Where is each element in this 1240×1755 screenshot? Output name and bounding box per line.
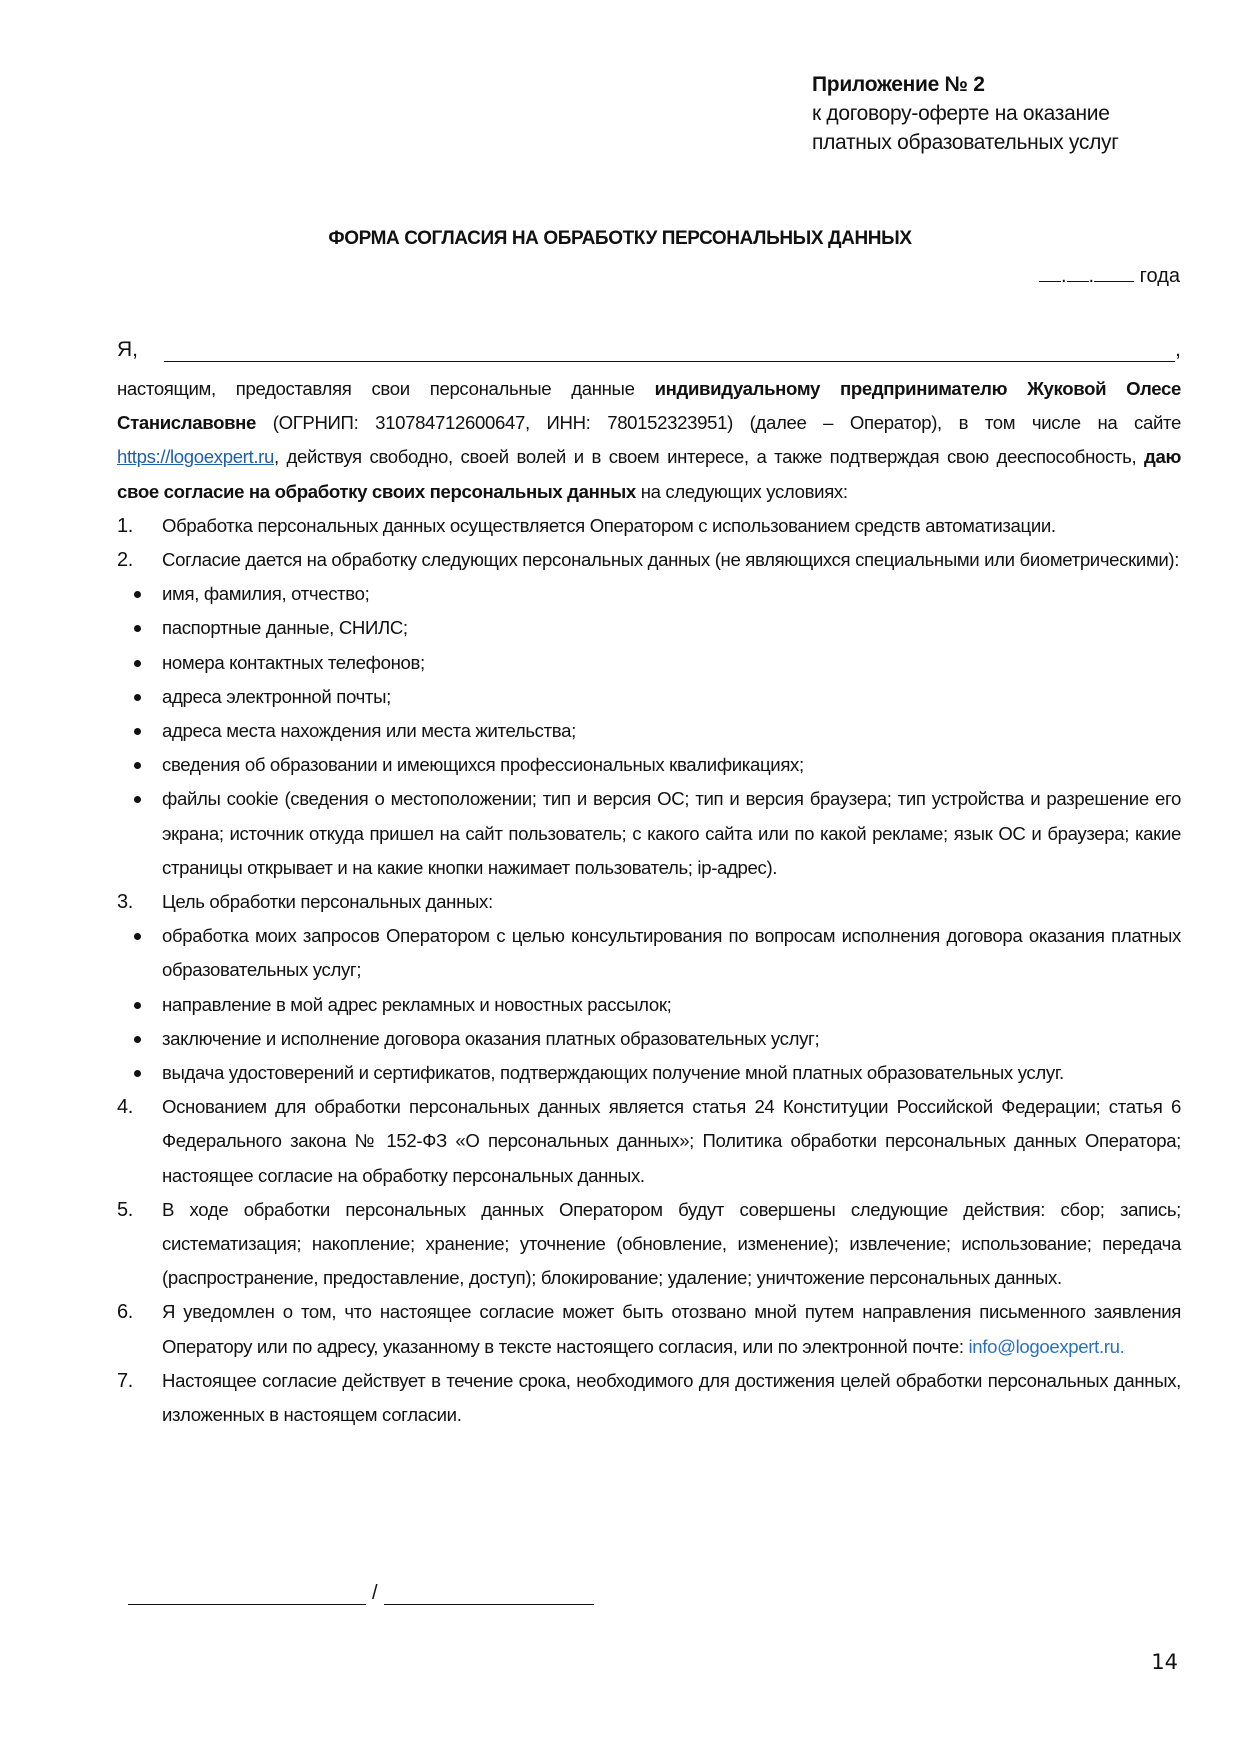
bullet-text: адреса электронной почты; <box>162 685 391 707</box>
list-item-3 <box>117 885 1181 919</box>
item-text: Настоящее согласие действует в течение срока, необходимого для достижения целей обработки персональных данных, изложенных в настоящем согласии. <box>162 1369 1181 1426</box>
list-item-2 <box>117 543 1181 577</box>
purpose-bullet <box>117 988 1181 1022</box>
item-number: 3. <box>117 891 133 914</box>
item-number: 4. <box>117 1096 133 1119</box>
year-blank[interactable] <box>1094 263 1134 282</box>
data-bullet <box>117 577 1181 611</box>
bullet-icon <box>134 933 141 940</box>
item-text: Основанием для обработки персональных данных является статья 24 Конституции Российской Федерации; статья 6 Федерального закона № 152-ФЗ «О персональных данных»; Политика обработки персональных данных Оператора; настоящее согласие на обработку персональных данных. <box>162 1096 1181 1186</box>
intro-paragraph <box>117 372 1181 509</box>
page-number: 14 <box>1151 1650 1178 1674</box>
appendix-header <box>812 70 1119 157</box>
item-text: Я уведомлен о том, что настоящее согласие может быть отозвано мной путем направления письменного заявления Оператору или по адресу, указанному в тексте настоящего согласия, или по электронной почте: <box>162 1301 1181 1357</box>
purpose-bullet <box>117 1056 1181 1090</box>
item-text: Обработка персональных данных осуществляется Оператором с использованием средств автоматизации. <box>162 514 1056 536</box>
item-text: Цель обработки персональных данных: <box>162 891 493 913</box>
name-line <box>117 338 1181 362</box>
data-bullet <box>117 680 1181 714</box>
item-number: 1. <box>117 514 133 537</box>
month-blank[interactable] <box>1067 263 1089 282</box>
list-item-6 <box>117 1295 1181 1363</box>
item-text: Согласие дается на обработку следующих персональных данных (не являющихся специальными или биометрическими): <box>162 549 1180 571</box>
appendix-title: Приложение № 2 <box>812 73 985 96</box>
bullet-text: заключение и исполнение договора оказания платных образовательных услуг; <box>162 1027 820 1049</box>
document-title: ФОРМА СОГЛАСИЯ НА ОБРАБОТКУ ПЕРСОНАЛЬНЫХ ДАННЫХ <box>328 228 912 249</box>
i-label: Я, <box>117 338 138 361</box>
bullet-text: номера контактных телефонов; <box>162 651 425 673</box>
intro-text-2: (ОГРНИП: 310784712600647, ИНН: 780152323951) (далее – Оператор), в том числе на сайте <box>256 412 1181 434</box>
data-bullet <box>117 646 1181 680</box>
data-bullet <box>117 782 1181 885</box>
intro-text-4: на следующих условиях: <box>635 480 848 502</box>
consent-statement: даю свое согласие на обработку своих персональных данных <box>117 446 1181 502</box>
date-field[interactable]: . . года <box>1039 263 1180 288</box>
bullet-icon <box>134 1070 141 1077</box>
signature-block <box>128 1582 594 1605</box>
appendix-line-1: к договору-оферте на оказание <box>812 102 1110 125</box>
website-link[interactable]: https://logoexpert.ru <box>117 446 274 468</box>
email-link[interactable]: info@logoexpert.ru. <box>968 1335 1125 1357</box>
list-item-7 <box>117 1364 1181 1432</box>
bullet-text: сведения об образовании и имеющихся профессиональных квалификациях; <box>162 754 804 776</box>
bullet-icon <box>134 1002 141 1009</box>
purpose-bullet <box>117 1022 1181 1056</box>
intro-text-3: , действуя свободно, своей волей и в своем интересе, а также подтверждая свою дееспособность, <box>274 446 1145 468</box>
purpose-bullet <box>117 919 1181 987</box>
document-body <box>117 372 1181 1432</box>
item-number: 6. <box>117 1301 133 1324</box>
bullet-text: выдача удостоверений и сертификатов, подтверждающих получение мной платных образовательных услуг. <box>162 1062 1064 1084</box>
name-comma: , <box>1175 338 1181 361</box>
list-item-4 <box>117 1090 1181 1193</box>
signature-field[interactable] <box>128 1582 366 1605</box>
data-bullet <box>117 748 1181 782</box>
bullet-icon <box>134 728 141 735</box>
item-number: 2. <box>117 549 133 572</box>
bullet-icon <box>134 762 141 769</box>
bullet-text: адреса места нахождения или места жительства; <box>162 720 576 742</box>
bullet-text: направление в мой адрес рекламных и новостных рассылок; <box>162 993 672 1015</box>
operator-name: индивидуальному предпринимателю Жуковой Олесе Станиславовне <box>117 378 1181 434</box>
bullet-icon <box>134 1036 141 1043</box>
data-bullet <box>117 611 1181 645</box>
full-name-field[interactable] <box>164 341 1175 362</box>
item-number: 5. <box>117 1198 133 1221</box>
bullet-text: обработка моих запросов Оператором с целью консультирования по вопросам исполнения договора оказания платных образовательных услуг; <box>162 925 1181 981</box>
day-blank[interactable] <box>1039 263 1061 282</box>
data-bullet <box>117 714 1181 748</box>
date-suffix: года <box>1139 265 1180 287</box>
bullet-icon <box>134 625 141 632</box>
bullet-icon <box>134 591 141 598</box>
name-transcript-field[interactable] <box>384 1582 594 1605</box>
item-text: В ходе обработки персональных данных Оператором будут совершены следующие действия: сбор; запись; систематизация; накопление; хранение; уточнение (обновление, изменение); извлечение; использование; передача (распространение, предоставление, доступ); блокирование; удаление; уничтожение персональных данных. <box>162 1198 1181 1289</box>
bullet-text: файлы cookie (сведения о местоположении; тип и версия ОС; тип и версия браузера; тип устройства и разрешение его экрана; источник откуда пришел на сайт пользователь; с какого сайта или по какой рекламе; язык ОС и браузера; какие страницы открывает и на какие кнопки нажимает пользователь; ip-адрес). <box>162 788 1181 878</box>
signature-separator: / <box>372 1582 378 1604</box>
list-item-5 <box>117 1193 1181 1296</box>
intro-text-1: настоящим, предоставляя свои персональные данные <box>117 378 655 399</box>
bullet-icon <box>134 694 141 701</box>
bullet-text: паспортные данные, СНИЛС; <box>162 617 408 639</box>
bullet-icon <box>134 660 141 667</box>
bullet-icon <box>134 796 141 803</box>
bullet-text: имя, фамилия, отчество; <box>162 583 370 605</box>
appendix-line-2: платных образовательных услуг <box>812 131 1119 154</box>
list-item-1 <box>117 509 1181 543</box>
item-number: 7. <box>117 1369 133 1392</box>
